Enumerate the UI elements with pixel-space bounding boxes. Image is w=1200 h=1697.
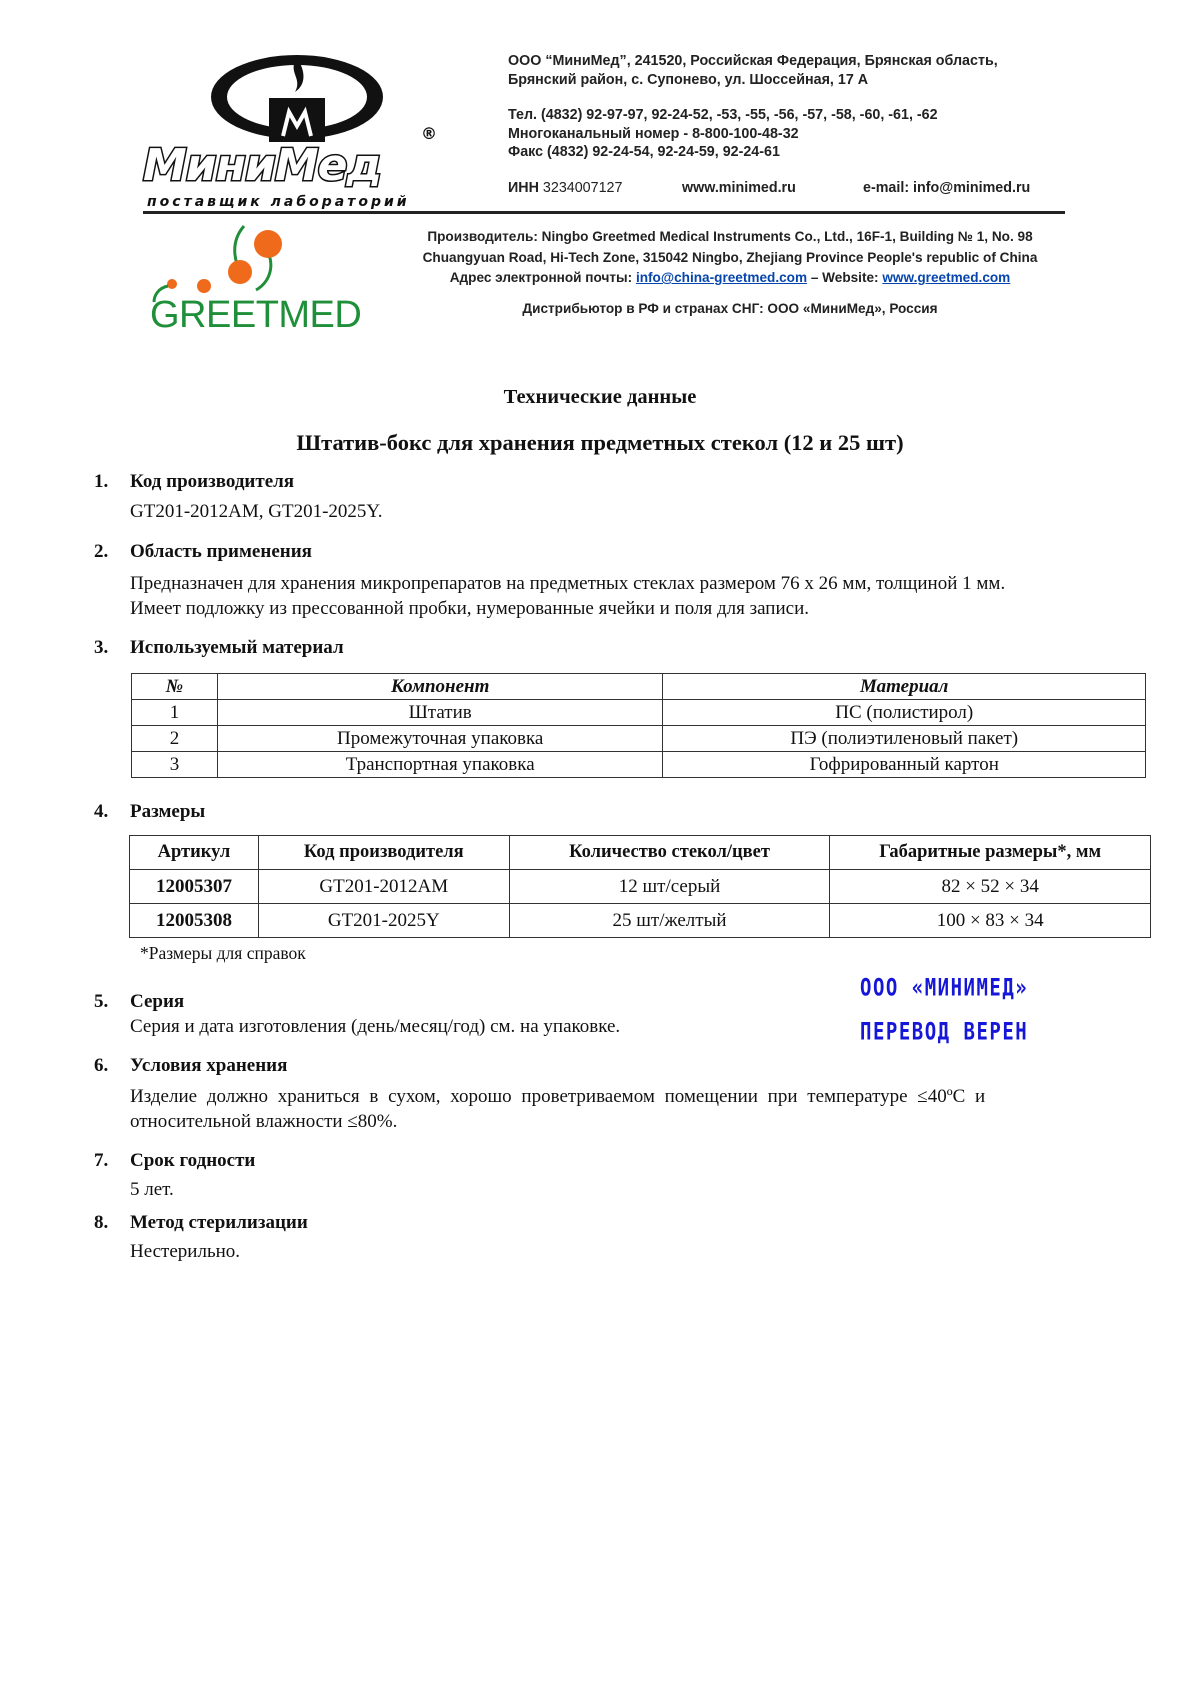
dimensions-footnote: *Размеры для справок <box>140 943 306 963</box>
table-row: 12005308 GT201-2025Y 25 шт/желтый 100 × 83 × 34 <box>130 904 1151 938</box>
section-body: 5 лет. <box>130 1179 174 1200</box>
phone-line: Многоканальный номер - 8-800-100-48-32 <box>508 125 799 142</box>
section-body: Предназначен для хранения микропрепаратов на предметных стеклах размером 76 x 26 мм, толщиной 1 мм. Имеет подложку из прессованной пробки, нумерованные ячейки и поля для записи. <box>130 573 1006 619</box>
column-header: Количество стекол/цвет <box>509 836 830 870</box>
section-heading: Область применения <box>130 541 312 562</box>
section-application: 2. Область применения Предназначен для хранения микропрепаратов на предметных стеклах размером 76 x 26 мм, толщиной 1 мм. Имеет подложку из прессованной пробки, нумерованные ячейки и поля для записи. <box>94 540 1144 621</box>
section-series: 5. Серия Серия и дата изготовления (день/месяц/год) см. на упаковке. <box>94 990 1144 1039</box>
section-sterilization: 8. Метод стерилизации Нестерильно. <box>94 1211 1144 1264</box>
translation-stamp-company: ООО «МИНИМЕД» <box>860 974 1029 1002</box>
greetmed-email-link[interactable]: info@china-greetmed.com <box>635 270 808 285</box>
section-heading: Код производителя <box>130 471 295 492</box>
minimed-email-link[interactable]: e-mail: info@minimed.ru <box>863 180 1031 196</box>
section-body: Серия и дата изготовления (день/месяц/год) см. на упаковке. <box>130 1016 621 1037</box>
document-subtitle: Штатив-бокс для хранения предметных стекол (12 и 25 шт) <box>296 430 904 455</box>
contacts-line: Адрес электронной почты: info@china-greetmed.com – Website: www.greetmed.com <box>449 270 1011 285</box>
greetmed-website-link[interactable]: www.greetmed.com <box>882 270 1011 285</box>
address-line: ООО “МиниМед”, 241520, Российская Федерация, Брянская область, <box>508 53 998 69</box>
section-heading: Используемый материал <box>130 637 344 658</box>
distributor-line: Дистрибьютор в РФ и странах СНГ: ООО «МиниМед», Россия <box>522 300 938 316</box>
section-heading: Размеры <box>130 801 206 822</box>
inn: ИНН 3234007127 <box>508 180 623 196</box>
section-heading: Серия <box>130 991 185 1012</box>
document-title: Технические данные <box>503 386 697 408</box>
table-row: 12005307 GT201-2012AM 12 шт/серый 82 × 52 × 34 <box>130 870 1151 904</box>
column-header: Компонент <box>217 674 663 700</box>
minimed-logo <box>143 48 443 208</box>
manufacturer-line: Chuangyuan Road, Hi-Tech Zone, 315042 Ningbo, Zhejiang Province People's republic of China <box>422 249 1038 265</box>
manufacturer-line: Производитель: Ningbo Greetmed Medical Instruments Co., Ltd., 16F-1, Building № 1, No. 98 <box>427 229 1033 244</box>
registered-mark: ® <box>421 124 437 143</box>
section-heading: Метод стерилизации <box>130 1212 308 1233</box>
section-dimensions: 4. Размеры <box>94 801 206 822</box>
manufacturer-info <box>380 227 1080 319</box>
section-manufacturer-code: 1. Код производителя GT201-2012AM, GT201-2025Y. <box>94 470 1144 524</box>
section-body: GT201-2012AM, GT201-2025Y. <box>130 501 383 522</box>
section-shelf-life: 7. Срок годности 5 лет. <box>94 1149 1144 1202</box>
table-row: 2 Промежуточная упаковка ПЭ (полиэтиленовый пакет) <box>132 726 1146 752</box>
translation-stamp-verified: ПЕРЕВОД ВЕРЕН <box>860 1018 1029 1046</box>
table-header-row <box>132 674 1146 700</box>
flame-emblem-icon <box>207 52 387 142</box>
minimed-tagline: поставщик лабораторий <box>147 194 410 210</box>
header-divider <box>143 211 1065 214</box>
section-body: Изделие должно храниться в сухом, хорошо проветриваемом помещении при температуре ≤40ºC и относительной влажности ≤80%. <box>130 1086 986 1132</box>
column-header: Артикул <box>130 836 259 870</box>
greetmed-wordmark: GREETMED <box>150 294 362 336</box>
dimensions-table <box>129 835 1151 938</box>
section-storage: 6. Условия хранения Изделие должно храниться в сухом, хорошо проветриваемом помещении при температуре ≤40ºC и относительной влажности ≤80%. <box>94 1054 1144 1134</box>
table-header-row <box>130 836 1151 870</box>
column-header: № <box>132 674 218 700</box>
address-line: Брянский район, с. Супонево, ул. Шоссейная, 17 А <box>508 71 869 88</box>
greetmed-dots-icon <box>150 222 310 302</box>
phone-line: Тел. (4832) 92-97-97, 92-24-52, -53, -55, -56, -57, -58, -60, -61, -62 <box>508 107 938 123</box>
section-materials: 3. Используемый материал <box>94 637 344 658</box>
table-row: 3 Транспортная упаковка Гофрированный картон <box>132 752 1146 778</box>
materials-table <box>131 673 1146 778</box>
table-row: 1 Штатив ПС (полистирол) <box>132 700 1146 726</box>
column-header: Код производителя <box>258 836 509 870</box>
section-heading: Условия хранения <box>130 1055 288 1076</box>
greetmed-logo <box>150 222 370 342</box>
section-body: Нестерильно. <box>130 1241 241 1262</box>
minimed-contacts <box>508 52 1068 162</box>
minimed-wordmark: МиниМед <box>143 140 382 191</box>
minimed-website-link[interactable]: www.minimed.ru <box>682 180 796 196</box>
section-heading: Срок годности <box>130 1150 256 1171</box>
fax-line: Факс (4832) 92-24-54, 92-24-59, 92-24-61 <box>508 144 780 160</box>
column-header: Габаритные размеры*, мм <box>830 836 1151 870</box>
column-header: Материал <box>663 674 1146 700</box>
